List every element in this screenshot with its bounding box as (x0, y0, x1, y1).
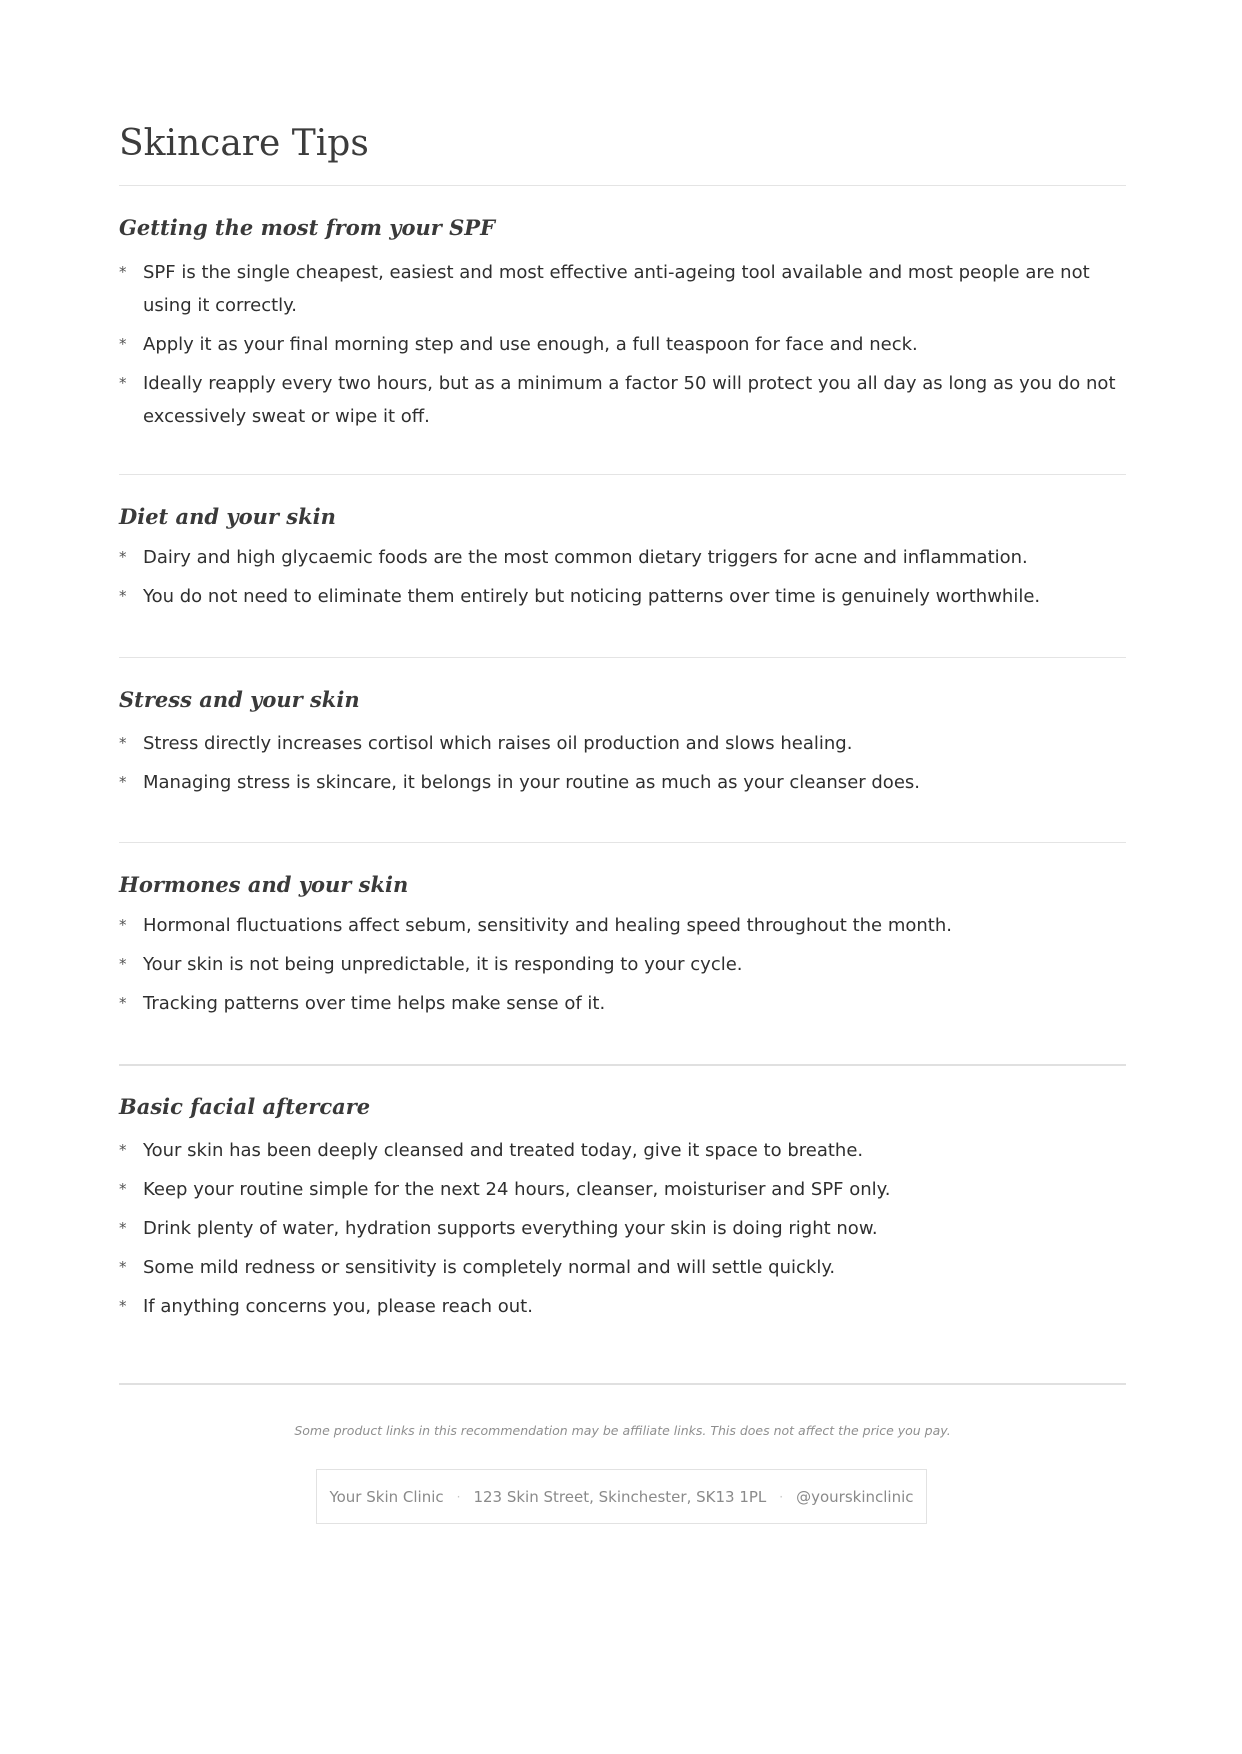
affiliate-disclaimer: Some product links in this recommendation may be affiliate links. This does not affect the price you pay. (294, 1423, 951, 1438)
tip-list (119, 256, 1126, 433)
list-item (119, 1290, 1126, 1323)
section-divider (119, 474, 1126, 475)
tip-text: Tracking patterns over time helps make sense of it. (143, 993, 606, 1014)
bullet-icon: * (119, 1219, 127, 1237)
tip-text: Dairy and high glycaemic foods are the most common dietary triggers for acne and inflammation. (143, 547, 1028, 568)
tip-text: Your skin is not being unpredictable, it is responding to your cycle. (143, 954, 743, 975)
tip-text: SPF is the single cheapest, easiest and most effective anti-ageing tool available and most people are not using it correctly. (143, 262, 1090, 316)
tip-text: Managing stress is skincare, it belongs in your routine as much as your cleanser does. (143, 772, 920, 793)
list-item (119, 948, 1126, 981)
clinic-address: 123 Skin Street, Skinchester, SK13 1PL (473, 1487, 767, 1506)
bullet-icon: * (119, 916, 127, 934)
bullet-icon: * (119, 374, 127, 392)
tip-list (119, 541, 1126, 613)
section-divider (119, 1064, 1126, 1066)
tip-text: You do not need to eliminate them entirely but noticing patterns over time is genuinely worthwhile. (143, 586, 1041, 607)
tip-text: Hormonal fluctuations affect sebum, sensitivity and healing speed throughout the month. (143, 915, 952, 936)
bullet-icon: * (119, 263, 127, 281)
list-item (119, 367, 1126, 433)
list-item (119, 580, 1126, 613)
tip-text: Some mild redness or sensitivity is completely normal and will settle quickly. (143, 1257, 836, 1278)
clinic-contact-box (316, 1469, 927, 1524)
separator-dot: · (456, 1489, 461, 1504)
bullet-icon: * (119, 1258, 127, 1276)
bullet-icon: * (119, 548, 127, 566)
tip-text: If anything concerns you, please reach out. (143, 1296, 533, 1317)
list-item (119, 1212, 1126, 1245)
section-hormones (119, 870, 1126, 1020)
list-item (119, 1251, 1126, 1284)
title-divider (119, 185, 1126, 186)
list-item (119, 909, 1126, 942)
list-item (119, 1134, 1126, 1167)
tip-list (119, 1134, 1126, 1323)
section-title: Stress and your skin (119, 687, 360, 712)
tip-list (119, 909, 1126, 1020)
section-title: Basic facial aftercare (119, 1094, 371, 1119)
tip-text: Stress directly increases cortisol which raises oil production and slows healing. (143, 733, 853, 754)
list-item (119, 541, 1126, 574)
bullet-icon: * (119, 955, 127, 973)
section-divider (119, 842, 1126, 843)
clinic-name: Your Skin Clinic (329, 1487, 444, 1506)
section-title: Hormones and your skin (119, 872, 409, 897)
bullet-icon: * (119, 587, 127, 605)
tip-text: Ideally reapply every two hours, but as a minimum a factor 50 will protect you all day as long as you do not excessively sweat or wipe it off. (143, 373, 1116, 427)
list-item (119, 727, 1126, 760)
list-item (119, 328, 1126, 361)
bullet-icon: * (119, 773, 127, 791)
footer-divider (119, 1383, 1126, 1385)
list-item (119, 987, 1126, 1020)
section-diet (119, 502, 1126, 613)
page-title: Skincare Tips (119, 123, 369, 164)
bullet-icon: * (119, 1297, 127, 1315)
list-item (119, 766, 1126, 799)
section-stress (119, 685, 1126, 799)
bullet-icon: * (119, 1141, 127, 1159)
bullet-icon: * (119, 734, 127, 752)
bullet-icon: * (119, 335, 127, 353)
section-aftercare (119, 1092, 1126, 1323)
separator-dot: · (779, 1489, 784, 1504)
tip-text: Apply it as your final morning step and use enough, a full teaspoon for face and neck. (143, 334, 918, 355)
tip-text: Keep your routine simple for the next 24 hours, cleanser, moisturiser and SPF only. (143, 1179, 891, 1200)
tip-list (119, 727, 1126, 799)
list-item (119, 1173, 1126, 1206)
section-divider (119, 657, 1126, 658)
clinic-social-handle: @yourskinclinic (796, 1487, 914, 1506)
section-title: Diet and your skin (119, 504, 336, 529)
bullet-icon: * (119, 1180, 127, 1198)
tip-text: Drink plenty of water, hydration supports everything your skin is doing right now. (143, 1218, 878, 1239)
tip-text: Your skin has been deeply cleansed and treated today, give it space to breathe. (143, 1140, 864, 1161)
bullet-icon: * (119, 994, 127, 1012)
list-item (119, 256, 1126, 322)
section-title: Getting the most from your SPF (119, 215, 495, 240)
section-spf (119, 213, 1126, 433)
